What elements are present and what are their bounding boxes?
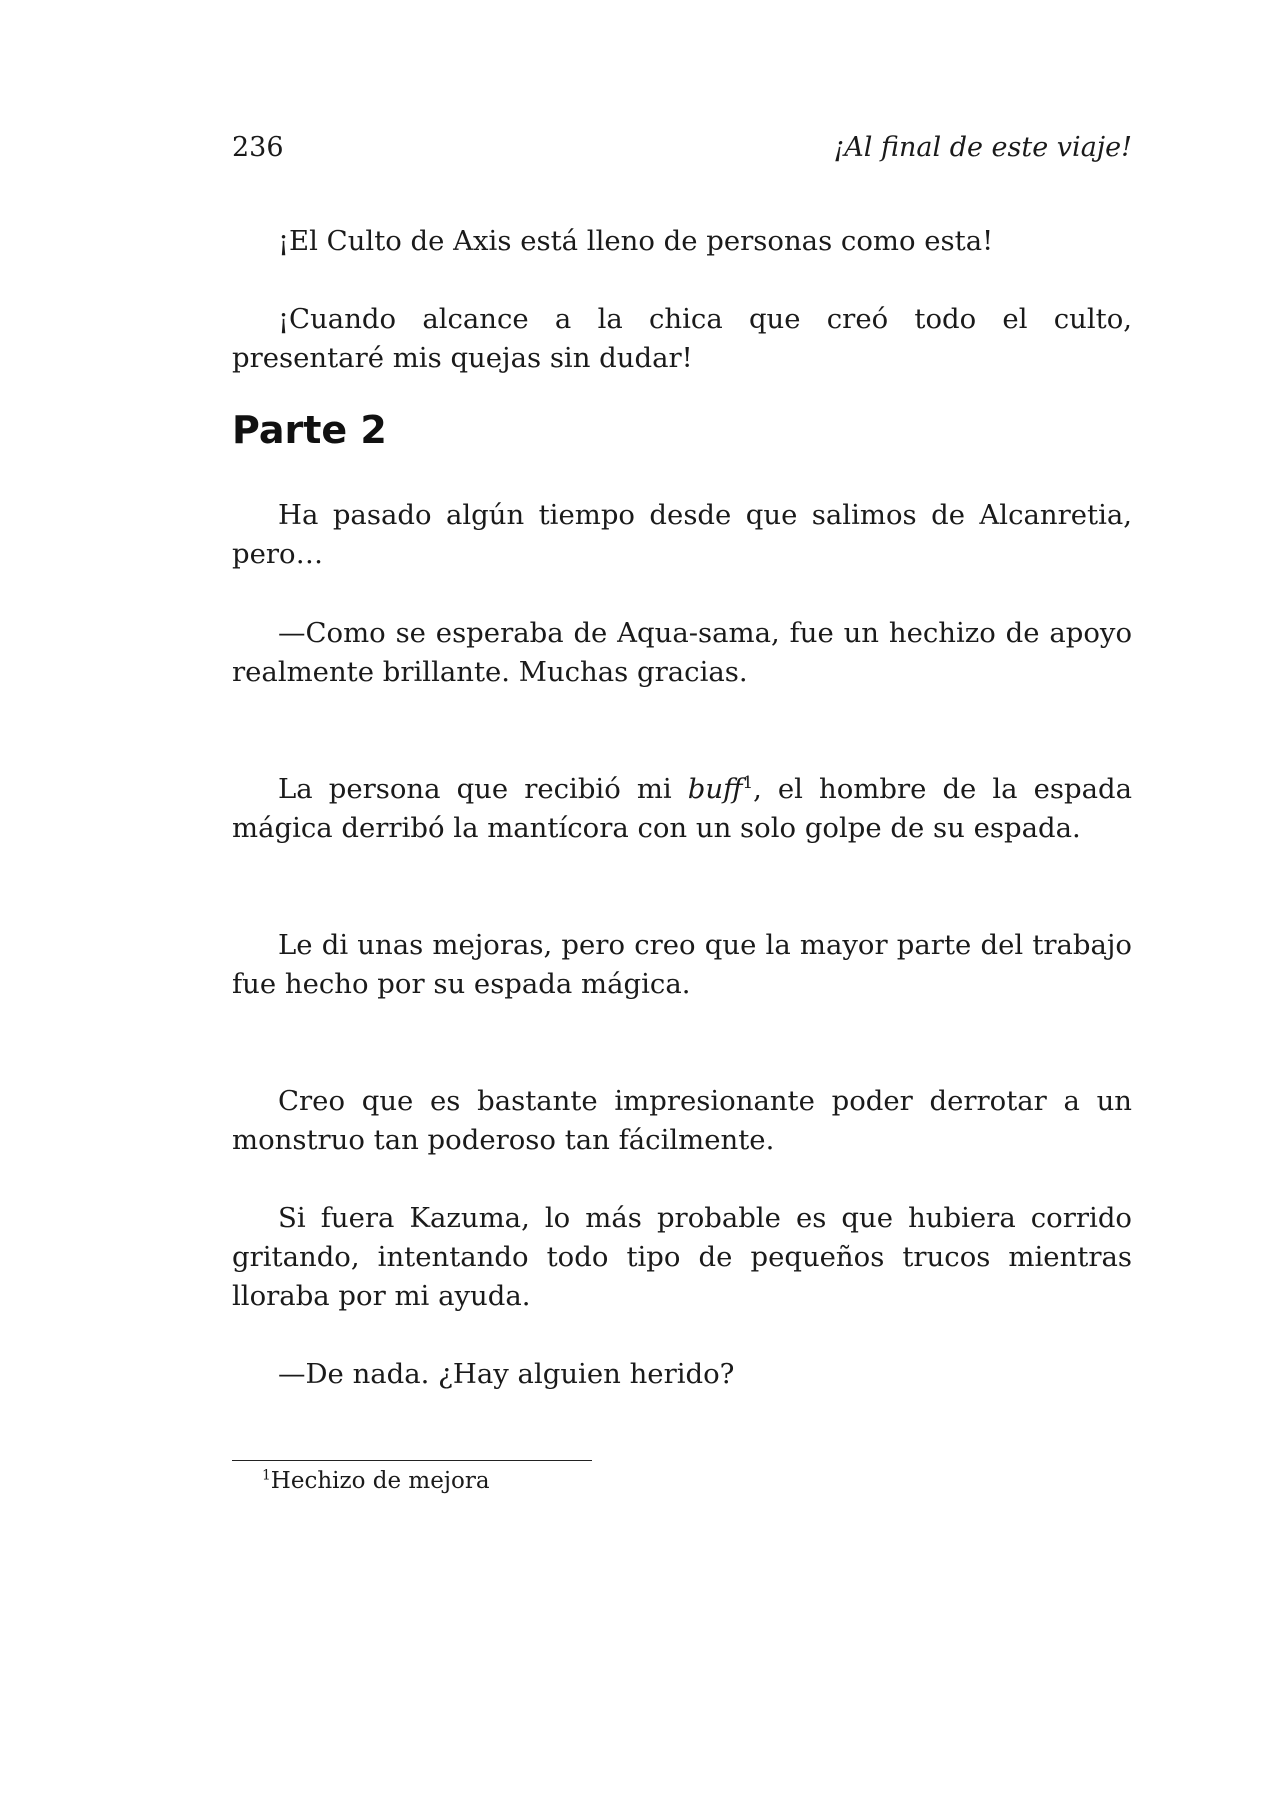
footnote-mark: 1 (262, 1467, 271, 1484)
section-title: Parte 2 (232, 408, 387, 452)
paragraph-7: Creo que es bastante impresionante poder derrotar a un monstruo tan poderoso tan fácilmente. (232, 1085, 1132, 1156)
paragraph-3: Ha pasado algún tiempo desde que salimos de Alcanretia, pero… (232, 499, 1132, 570)
book-page (232, 0, 1132, 1807)
footnote-text: Hechizo de mejora (270, 1468, 490, 1494)
paragraph-5 (232, 770, 1132, 848)
page-header (232, 132, 1132, 172)
buff-term: buff (687, 773, 743, 805)
paragraph-1: ¡El Culto de Axis está lleno de personas como esta! (278, 225, 994, 257)
paragraph-5-text-b: , el hombre de la espada mágica derribó la mantícora con un solo golpe de su espada. (232, 773, 1133, 844)
footnote-divider (232, 1460, 592, 1461)
page-number: 236 (232, 132, 284, 163)
paragraph-9: —De nada. ¿Hay alguien herido? (278, 1358, 735, 1390)
running-title: ¡Al final de este viaje! (833, 132, 1132, 163)
paragraph-4: —Como se esperaba de Aqua-sama, fue un hechizo de apoyo realmente brillante. Muchas gracias. (232, 617, 1132, 688)
footnote-reference[interactable]: 1 (742, 772, 754, 792)
paragraph-2: ¡Cuando alcance a la chica que creó todo el culto, presentaré mis quejas sin dudar! (232, 303, 1132, 374)
paragraph-8: Si fuera Kazuma, lo más probable es que hubiera corrido gritando, intentando todo tipo de pequeños trucos mientras lloraba por mi ayuda. (232, 1202, 1132, 1312)
paragraph-6: Le di unas mejoras, pero creo que la mayor parte del trabajo fue hecho por su espada mágica. (232, 929, 1132, 1000)
footnote (262, 1466, 490, 1496)
paragraph-5-text-a: La persona que recibió mi (278, 773, 688, 805)
